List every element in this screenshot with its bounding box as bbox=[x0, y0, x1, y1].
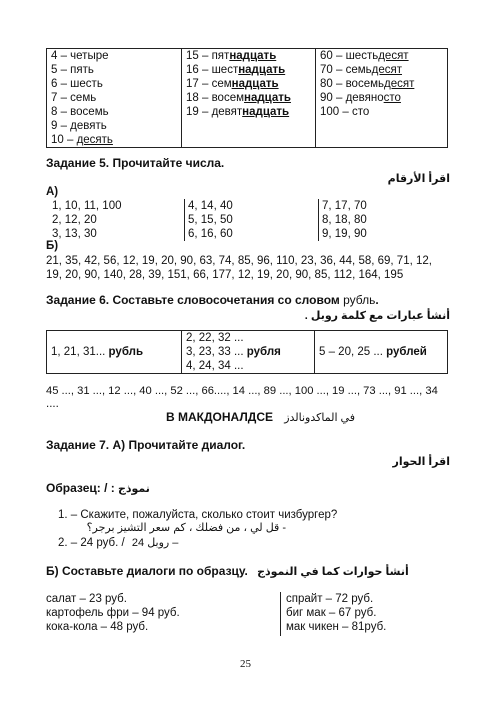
task5-heading: Задание 5. Прочитайте числа. bbox=[46, 156, 225, 170]
number-row: 80 – восемьдесят bbox=[320, 78, 415, 90]
mcdonalds-title: В МАКДОНАЛДСЕ bbox=[166, 410, 273, 424]
number-row: 18 – восемнадцать bbox=[186, 92, 291, 104]
column-divider bbox=[184, 199, 185, 241]
number-group: 8, 18, 80 bbox=[322, 214, 367, 226]
ruble-line: 4, 24, 34 ... bbox=[186, 360, 244, 372]
sample-label: Образец: / : نموذج bbox=[46, 481, 150, 495]
menu-item: мак чикен – 81руб. bbox=[286, 621, 387, 633]
number-group: 6, 16, 60 bbox=[188, 228, 233, 240]
task5-a-col-1 bbox=[52, 199, 121, 241]
number-group: 9, 19, 90 bbox=[322, 228, 367, 240]
dialog-line-1: 1. – Скажите, пожалуйста, сколько стоит чизбургер? bbox=[58, 509, 338, 521]
dialog-line-2: 2. – 24 руб. / 24 روبل – bbox=[58, 537, 179, 549]
column-divider bbox=[280, 592, 281, 636]
dialog-line-2-arabic: 24 روبل – bbox=[131, 537, 179, 549]
number-row: 19 – девятнадцать bbox=[186, 106, 290, 118]
number-group: 3, 13, 30 bbox=[52, 228, 97, 240]
task6-exercise-line-2: .... bbox=[46, 398, 59, 410]
numbers-col-3 bbox=[316, 49, 448, 148]
menu-item: картофель фри – 94 руб. bbox=[46, 607, 180, 619]
task7-b-heading: Б) Составьте диалоги по образцу. bbox=[46, 564, 248, 578]
number-group: 2, 12, 20 bbox=[52, 214, 97, 226]
number-row: 15 – пятнадцать bbox=[186, 50, 277, 62]
number-row: 17 – семнадцать bbox=[186, 78, 279, 90]
ruble-cell-3: 5 – 20, 25 ... рублей bbox=[315, 331, 448, 374]
number-group: 5, 15, 50 bbox=[188, 214, 233, 226]
number-group: 7, 17, 70 bbox=[322, 200, 367, 212]
number-row: 4 – четыре bbox=[51, 50, 109, 62]
task7-b-arabic: أنشأ حوارات كما في النموذج bbox=[257, 566, 409, 578]
menu-item: спрайт – 72 руб. bbox=[286, 593, 374, 605]
ruble-line: 2, 22, 32 ... bbox=[186, 332, 244, 344]
ruble-line: 3, 23, 33 ... рубля bbox=[186, 346, 281, 358]
number-row: 16 – шестнадцать bbox=[186, 64, 286, 76]
number-row: 5 – пять bbox=[51, 64, 94, 76]
number-row: 100 – сто bbox=[320, 106, 370, 118]
task6-arabic-instruction: أنشأ عبارات مع كلمة روبل . bbox=[304, 310, 450, 322]
number-row: 90 – девяносто bbox=[320, 92, 401, 104]
menu-item: биг мак – 67 руб. bbox=[286, 607, 377, 619]
number-row: 7 – семь bbox=[51, 92, 97, 104]
number-row: 10 – десять bbox=[51, 134, 113, 146]
ruble-cell-1: 1, 21, 31... рубль bbox=[47, 331, 182, 374]
section-title bbox=[166, 410, 355, 424]
number-row: 60 – шестьдесят bbox=[320, 50, 409, 62]
task5-arabic-instruction: اقرأ الأرقام bbox=[387, 173, 450, 185]
dialog-line-1-arabic: - قل لي ، من فضلك ، كم سعر التشيز برجر؟ bbox=[86, 522, 286, 534]
number-group: 1, 10, 11, 100 bbox=[52, 200, 122, 212]
task5-b-label: Б) bbox=[46, 240, 59, 252]
numbers-col-1 bbox=[47, 49, 182, 148]
menu-prices bbox=[46, 592, 448, 636]
task5-a-col-2 bbox=[188, 199, 233, 241]
number-row: 70 – семьдесят bbox=[320, 64, 402, 76]
task5-a-grid bbox=[46, 199, 448, 243]
numbers-table bbox=[46, 48, 448, 148]
column-divider bbox=[318, 199, 319, 241]
ruble-cell-2 bbox=[182, 331, 315, 374]
number-row: 8 – восемь bbox=[51, 106, 109, 118]
task5-b-line-2: 19, 20, 90, 140, 28, 39, 151, 66, 177, 12, 19, 20, 90, 85, 112, 164, 195 bbox=[46, 269, 404, 281]
task6-exercise-line-1: 45 ..., 31 ..., 12 ..., 40 ..., 52 ..., 66...., 14 ..., 89 ..., 100 ..., 19 ..., 73 ..., 91 ..., 34 bbox=[46, 385, 438, 397]
number-row: 6 – шесть bbox=[51, 78, 103, 90]
menu-left-column bbox=[46, 592, 180, 634]
numbers-col-2 bbox=[182, 49, 316, 148]
task7-b-heading-row bbox=[46, 564, 409, 578]
mcdonalds-arabic: في الماكدونالدز bbox=[284, 412, 355, 424]
task5-a-col-3 bbox=[322, 199, 367, 241]
task7-arabic-instruction: اقرأ الحوار bbox=[392, 456, 450, 468]
task5-a-label: А) bbox=[46, 186, 59, 198]
task5-b-line-1: 21, 35, 42, 56, 12, 19, 20, 90, 63, 74, 85, 96, 110, 23, 36, 44, 58, 69, 71, 12, bbox=[46, 255, 432, 267]
task7-heading: Задание 7. А) Прочитайте диалог. bbox=[46, 438, 246, 452]
sample-arabic: نموذج bbox=[117, 483, 150, 495]
ruble-table bbox=[46, 330, 448, 374]
menu-item: салат – 23 руб. bbox=[46, 593, 127, 605]
page-number: 25 bbox=[240, 658, 251, 670]
task6-heading: Задание 6. Составьте словосочетания со словом рубль. bbox=[46, 293, 379, 307]
menu-item: кока-кола – 48 руб. bbox=[46, 621, 149, 633]
menu-right-column bbox=[286, 592, 386, 634]
number-row: 9 – девять bbox=[51, 120, 107, 132]
number-group: 4, 14, 40 bbox=[188, 200, 233, 212]
